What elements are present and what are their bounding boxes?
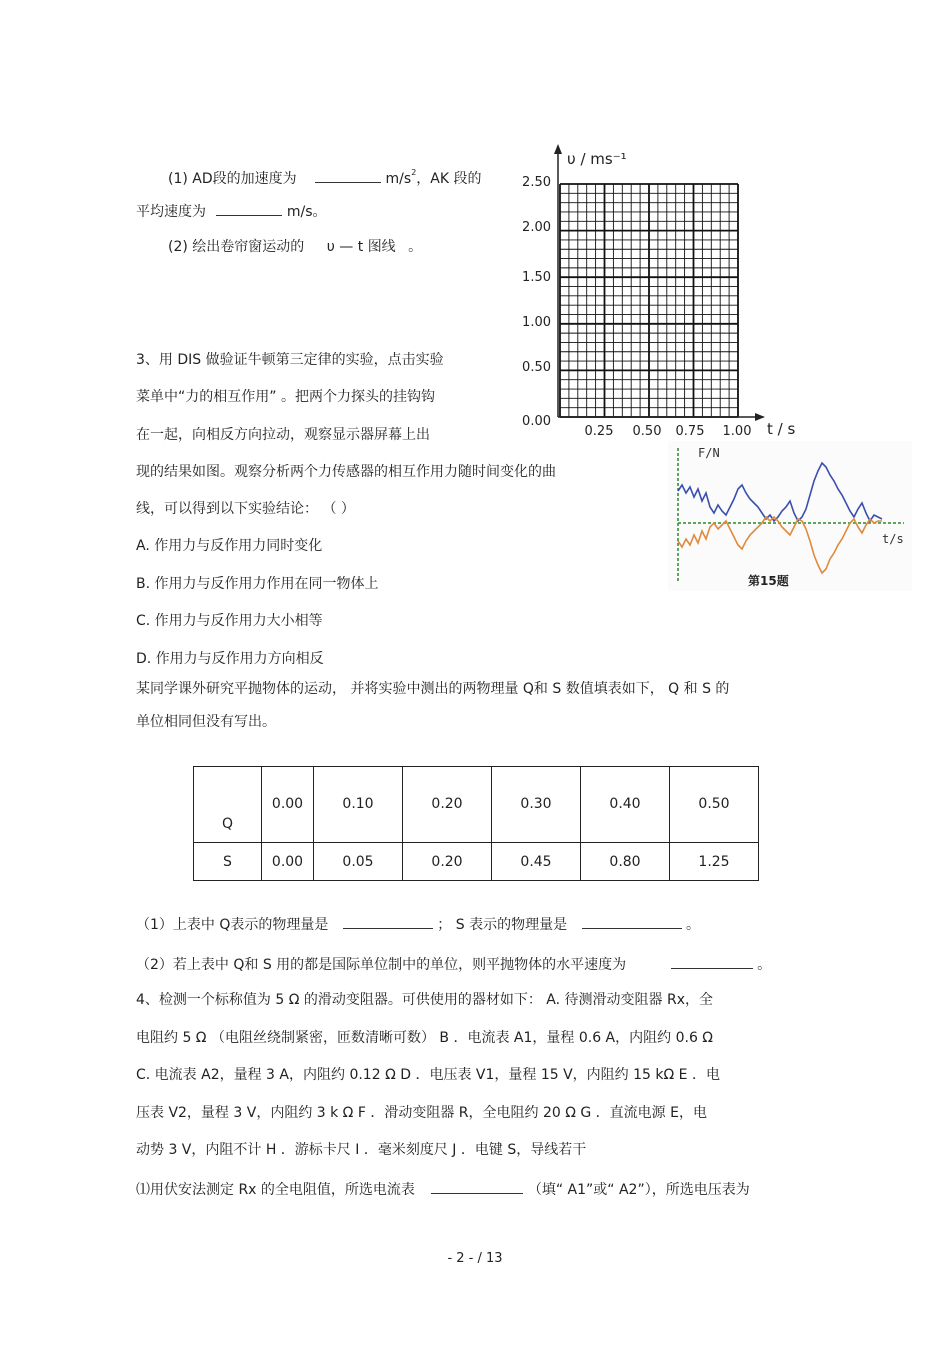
q4-line4: 压表 V2，量程 3 V，内阻约 3 k Ω F ．滑动变阻器 R，全电阻约 20 Ω G ．直流电源 E，电 bbox=[136, 1105, 707, 1121]
s-cell: 0.45 bbox=[492, 843, 581, 881]
answer-blank-ammeter[interactable] bbox=[431, 1179, 523, 1194]
vt-y-arrow bbox=[554, 144, 562, 154]
period: 。 bbox=[757, 957, 772, 973]
vt-y-tick-label: 2.50 bbox=[522, 175, 551, 190]
s-cell: 0.20 bbox=[403, 843, 492, 881]
q4-voltmeter-label: （填“ A1”或“ A2”），所选电压表为 bbox=[527, 1182, 750, 1198]
q-cell: 0.00 bbox=[262, 767, 314, 843]
vt-y-tick-labels bbox=[522, 175, 551, 429]
q2-acceleration-label: (1) AD段的加速度为 bbox=[168, 171, 297, 187]
table-row-s bbox=[194, 843, 759, 881]
q-cell: 0.30 bbox=[492, 767, 581, 843]
answer-blank-s-quantity[interactable] bbox=[582, 914, 682, 929]
q2-ak-label: ，AK 段的 bbox=[416, 171, 482, 187]
vt-grid-chart bbox=[515, 140, 805, 440]
q4-line6 bbox=[136, 1179, 750, 1199]
q2-line1 bbox=[168, 164, 482, 188]
force-figure-caption: 第15题 bbox=[748, 574, 789, 588]
vt-y-tick-label: 1.00 bbox=[522, 315, 551, 330]
q4-line1: 4、检测一个标称值为 5 Ω 的滑动变阻器。可供使用的器材如下： A. 待测滑动变阻器 Rx，全 bbox=[136, 992, 714, 1008]
projectile-sub2 bbox=[136, 954, 771, 974]
s-cell: 1.25 bbox=[670, 843, 759, 881]
vt-x-tick-label: 0.25 bbox=[584, 424, 614, 439]
vt-y-tick-label: 0.00 bbox=[522, 414, 551, 429]
q-cell: 0.40 bbox=[581, 767, 670, 843]
q4-line3: C. 电流表 A2，量程 3 A，内阻约 0.12 Ω D ．电压表 V1，量程 15 V，内阻约 15 kΩ E ．电 bbox=[136, 1067, 720, 1083]
q3-option-d[interactable]: D. 作用力与反作用力方向相反 bbox=[136, 651, 324, 667]
q4-ammeter-label: ⑴用伏安法测定 Rx 的全电阻值，所选电流表 bbox=[136, 1182, 415, 1198]
answer-blank-avg-speed[interactable] bbox=[216, 201, 282, 216]
q-cell: 0.10 bbox=[314, 767, 403, 843]
force-y-label: F/N bbox=[698, 446, 720, 460]
vt-x-tick-labels bbox=[585, 424, 752, 439]
s-cell: 0.80 bbox=[581, 843, 670, 881]
force-x-label: t/s bbox=[882, 532, 904, 546]
force-time-figure bbox=[668, 441, 912, 591]
vt-y-tick-label: 0.50 bbox=[522, 360, 551, 375]
projectile-line1: 某同学课外研究平抛物体的运动， 并将实验中测出的两物理量 Q和 S 数值填表如下， Q 和 S 的 bbox=[136, 681, 730, 697]
vt-x-tick-label: 0.75 bbox=[675, 424, 705, 439]
period: 。 bbox=[408, 239, 423, 255]
vt-y-tick-label: 2.00 bbox=[522, 220, 551, 235]
answer-blank-acceleration[interactable] bbox=[315, 168, 381, 183]
vt-y-label: υ / ms⁻¹ bbox=[567, 150, 627, 168]
vt-y-tick-label: 1.50 bbox=[522, 270, 551, 285]
vt-x-tick-label: 0.50 bbox=[632, 424, 662, 439]
q3-line2: 菜单中“力的相互作用” 。把两个力探头的挂钩钩 bbox=[136, 389, 435, 405]
vt-x-arrow bbox=[755, 413, 765, 421]
q2-line3 bbox=[168, 238, 422, 256]
row-label-s: S bbox=[194, 843, 262, 881]
q3-option-a[interactable]: A. 作用力与反作用力同时变化 bbox=[136, 538, 323, 554]
sub2-label: （2）若上表中 Q和 S 用的都是国际单位制中的单位，则平抛物体的水平速度为 bbox=[136, 957, 627, 973]
vt-symbol: υ — t bbox=[326, 239, 364, 255]
q3-option-b[interactable]: B. 作用力与反作用力作用在同一物体上 bbox=[136, 576, 379, 592]
q2-avg-speed-label: 平均速度为 bbox=[136, 204, 206, 220]
sub1-q-label: （1）上表中 Q表示的物理量是 bbox=[136, 917, 329, 933]
vt-x-label: t / s bbox=[767, 420, 796, 438]
unit-ms: m/s。 bbox=[286, 204, 327, 220]
vt-grid bbox=[560, 184, 738, 417]
vt-x-tick-label: 1.00 bbox=[722, 424, 752, 439]
q2-line2 bbox=[136, 201, 327, 221]
answer-blank-q-quantity[interactable] bbox=[343, 914, 433, 929]
unit-ms2: m/s bbox=[385, 171, 412, 187]
q-cell: 0.50 bbox=[670, 767, 759, 843]
s-cell: 0.05 bbox=[314, 843, 403, 881]
projectile-sub1 bbox=[136, 914, 700, 934]
page-number: - 2 - / 13 bbox=[447, 1251, 503, 1266]
q3-line3: 在一起，向相反方向拉动，观察显示器屏幕上出 bbox=[136, 427, 430, 443]
qs-data-table bbox=[193, 766, 759, 881]
s-cell: 0.00 bbox=[262, 843, 314, 881]
q2-draw-label: (2) 绘出卷帘窗运动的 bbox=[168, 239, 305, 255]
unit-exponent: 2 bbox=[411, 168, 417, 177]
sub1-s-label: ； S 表示的物理量是 bbox=[437, 917, 568, 933]
period: 。 bbox=[686, 917, 700, 933]
q3-line4: 现的结果如图。观察分析两个力传感器的相互作用力随时间变化的曲 bbox=[136, 464, 556, 480]
row-label-q: Q bbox=[194, 767, 262, 843]
projectile-line2: 单位相同但没有写出。 bbox=[136, 714, 276, 730]
q-cell: 0.20 bbox=[403, 767, 492, 843]
q4-line2: 电阻约 5 Ω （电阻丝绕制紧密，匝数清晰可数） B ．电流表 A1，量程 0.6 A，内阻约 0.6 Ω bbox=[136, 1030, 713, 1046]
q3-line1: 3、用 DIS 做验证牛顿第三定律的实验，点击实验 bbox=[136, 352, 444, 368]
graph-word: 图线 bbox=[367, 239, 396, 255]
table-row-q bbox=[194, 767, 759, 843]
q4-line5: 动势 3 V，内阻不计 H ．游标卡尺 I ．毫米刻度尺 J ．电键 S，导线若干 bbox=[136, 1142, 587, 1158]
answer-blank-horizontal-speed[interactable] bbox=[671, 954, 753, 969]
q3-option-c[interactable]: C. 作用力与反作用力大小相等 bbox=[136, 613, 323, 629]
q3-line5: 线，可以得到以下实验结论： （ ） bbox=[136, 501, 355, 517]
